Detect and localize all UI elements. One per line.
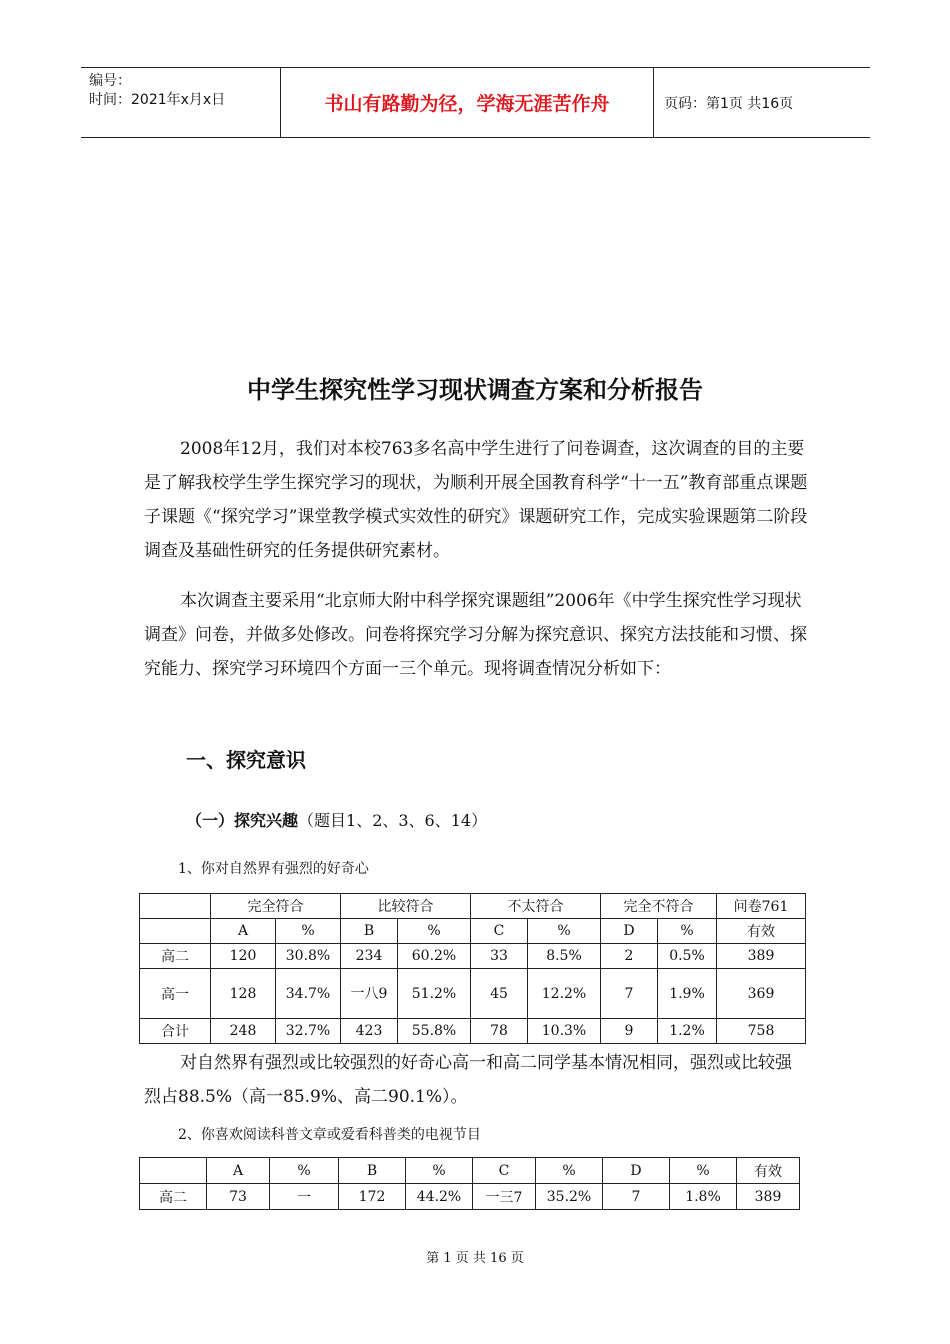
survey-table-2	[139, 1157, 800, 1210]
table-cell: 8.5%	[528, 944, 601, 969]
table-header-row	[140, 919, 806, 944]
subsection-title: （一）探究兴趣	[186, 811, 299, 830]
table-cell: %	[528, 919, 601, 944]
table-row	[140, 1019, 806, 1044]
table-cell: A	[211, 919, 276, 944]
subsection-note: （题目1、2、3、6、14）	[298, 811, 488, 830]
table-cell: 423	[341, 1019, 398, 1044]
table-cell: %	[658, 919, 717, 944]
table-cell: 合计	[140, 1019, 211, 1044]
table-cell: %	[270, 1158, 339, 1184]
table-cell: A	[207, 1158, 270, 1184]
table-cell: B	[341, 919, 398, 944]
table-cell: 不太符合	[471, 894, 601, 919]
table-cell: 一	[270, 1184, 339, 1210]
table-cell: 1.8%	[670, 1184, 737, 1210]
table-cell: D	[603, 1158, 670, 1184]
table-cell: 30.8%	[276, 944, 341, 969]
table-cell: 44.2%	[406, 1184, 473, 1210]
table-cell: 7	[601, 969, 658, 1019]
table-cell	[140, 919, 211, 944]
table-cell: 一八9	[341, 969, 398, 1019]
table-cell: 32.7%	[276, 1019, 341, 1044]
table-cell: %	[276, 919, 341, 944]
page-header	[81, 67, 870, 138]
table-cell: 33	[471, 944, 528, 969]
table-cell	[140, 894, 211, 919]
table-cell: 完全不符合	[601, 894, 717, 919]
table-cell: 高二	[140, 944, 211, 969]
table-header-row	[140, 1158, 800, 1184]
table-header-row	[140, 894, 806, 919]
number-label: 编号：	[89, 73, 131, 89]
header-motto-cell	[281, 68, 654, 137]
table-row	[140, 944, 806, 969]
table-cell: 55.8%	[398, 1019, 471, 1044]
table-cell: 73	[207, 1184, 270, 1210]
header-meta	[81, 68, 281, 137]
table-cell: %	[406, 1158, 473, 1184]
table-cell: C	[473, 1158, 536, 1184]
table-cell: 2	[601, 944, 658, 969]
table-cell: 45	[471, 969, 528, 1019]
table-cell: 1.2%	[658, 1019, 717, 1044]
method-paragraph: 本次调查主要采用“北京师大附中科学探究课题组”2006年《中学生探究性学习现状调查》问卷，并做多处修改。问卷将探究学习分解为探究意识、探究方法技能和习惯、探究能力、探究学习环境四个方面一三个单元。现将调查情况分析如下：	[144, 591, 807, 679]
table-cell: %	[536, 1158, 603, 1184]
intro-paragraph: 2008年12月，我们对本校763多名高中学生进行了问卷调查，这次调查的目的主要是了解我校学生学生探究学习的现状，为顺利开展全国教育科学“十一五”教育部重点课题子课题《“探究学习”课堂教学模式实效性的研究》课题研究工作，完成实验课题第二阶段调查及基础性研究的任务提供研究素材。	[144, 439, 808, 561]
table-cell: 完全符合	[211, 894, 341, 919]
table-cell: 1.9%	[658, 969, 717, 1019]
table-cell: 有效	[717, 919, 806, 944]
table-cell: 51.2%	[398, 969, 471, 1019]
question-2: 2、你喜欢阅读科普文章或爱看科普类的电视节目	[178, 1127, 481, 1143]
table-row	[140, 969, 806, 1019]
table-cell: 高一	[140, 969, 211, 1019]
document-title: 中学生探究性学习现状调查方案和分析报告	[247, 376, 703, 404]
subsection-heading	[186, 808, 487, 831]
table-cell: 问卷761	[717, 894, 806, 919]
table-cell: 一三7	[473, 1184, 536, 1210]
table-cell: B	[339, 1158, 406, 1184]
table-cell: 78	[471, 1019, 528, 1044]
section-heading: 一、探究意识	[186, 748, 306, 772]
table-cell: C	[471, 919, 528, 944]
table-cell: 高二	[140, 1184, 207, 1210]
page-footer: 第 1 页 共 16 页	[426, 1251, 524, 1266]
table-cell: 389	[717, 944, 806, 969]
table-cell: 758	[717, 1019, 806, 1044]
table-cell: 248	[211, 1019, 276, 1044]
table-cell: D	[601, 919, 658, 944]
table-cell: %	[670, 1158, 737, 1184]
table-cell: 10.3%	[528, 1019, 601, 1044]
analysis-paragraph: 对自然界有强烈或比较强烈的好奇心高一和高二同学基本情况相同，强烈或比较强烈占88.5%（高一85.9%、高二90.1%）。	[144, 1053, 792, 1107]
table-cell: 389	[737, 1184, 800, 1210]
table-cell: %	[398, 919, 471, 944]
table-cell: 60.2%	[398, 944, 471, 969]
time-label: 时间：2021年x月x日	[89, 92, 226, 108]
table-cell: 9	[601, 1019, 658, 1044]
survey-table-1	[139, 893, 806, 1044]
table-cell	[140, 1158, 207, 1184]
table-cell: 120	[211, 944, 276, 969]
table-cell: 172	[339, 1184, 406, 1210]
table-cell: 7	[603, 1184, 670, 1210]
table-cell: 234	[341, 944, 398, 969]
header-page-info: 页码：第1页 共16页	[664, 95, 794, 112]
table-cell: 369	[717, 969, 806, 1019]
table-cell: 35.2%	[536, 1184, 603, 1210]
table-cell: 0.5%	[658, 944, 717, 969]
table-row	[140, 1184, 800, 1210]
header-motto: 书山有路勤为径，学海无涯苦作舟	[324, 93, 610, 115]
table-cell: 比较符合	[341, 894, 471, 919]
table-cell: 12.2%	[528, 969, 601, 1019]
table-cell: 34.7%	[276, 969, 341, 1019]
question-1: 1、你对自然界有强烈的好奇心	[178, 861, 369, 877]
table-cell: 有效	[737, 1158, 800, 1184]
table-cell: 128	[211, 969, 276, 1019]
